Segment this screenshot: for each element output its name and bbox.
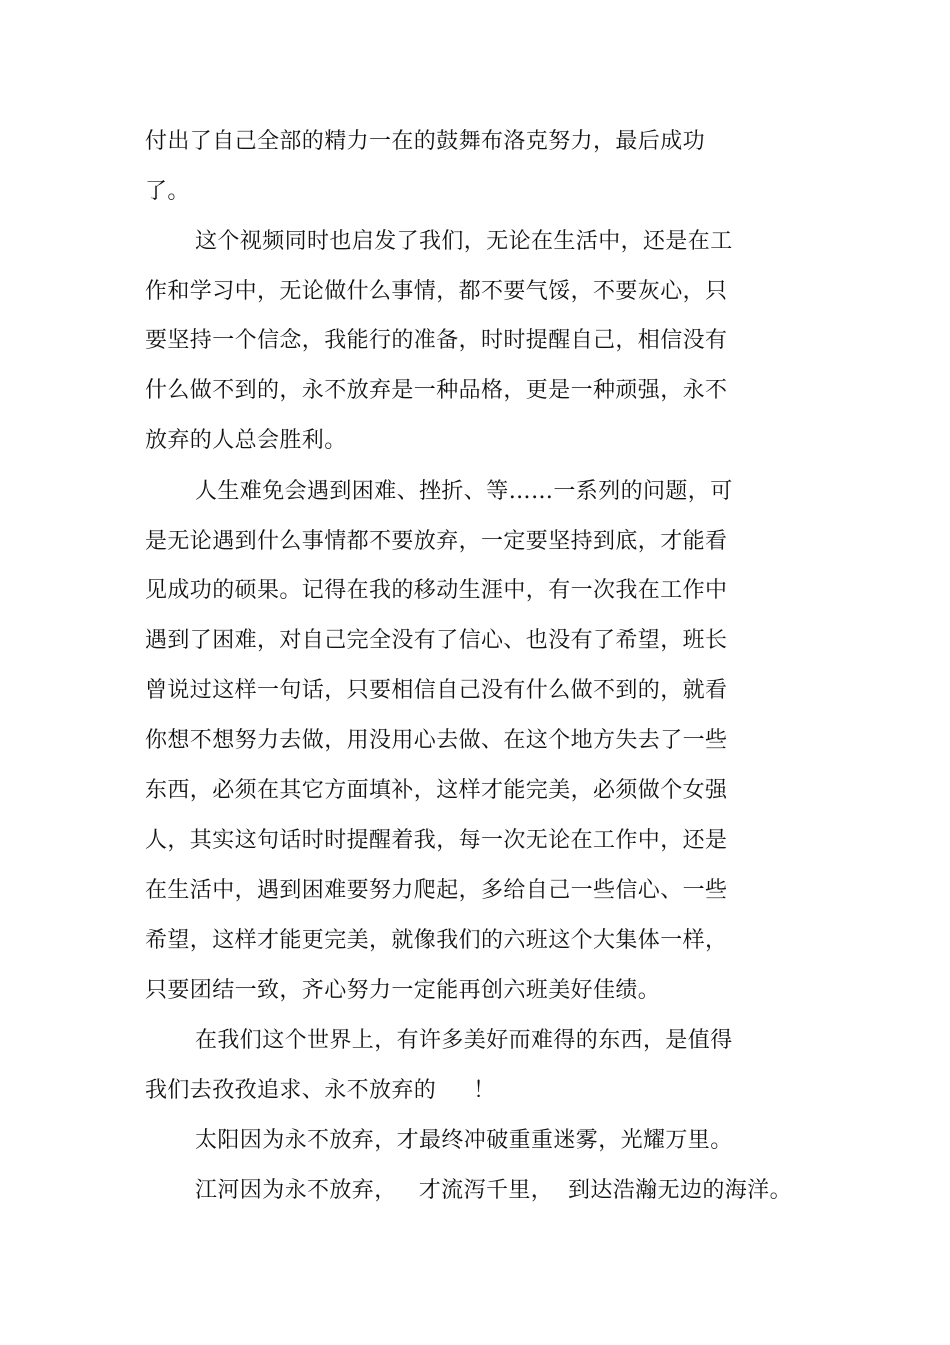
paragraph-start-line: 人生难免会遇到困难、挫折、等……一系列的问题，可: [195, 479, 733, 504]
text-line-17: 希望，这样才能更完美，就像我们的六班这个大集体一样，: [145, 928, 728, 953]
text-line-7: 放弃的人总会胜利。: [145, 428, 347, 453]
paragraph-start-line: 在我们这个世界上，有许多美好而难得的东西，是值得: [195, 1028, 733, 1053]
text-line-11: 遇到了困难，对自己完全没有了信心、也没有了希望，班长: [145, 628, 728, 653]
text-line-13: 你想不想努力去做，用没用心去做、在这个地方失去了一些: [145, 728, 728, 753]
text-line-10: 见成功的硕果。记得在我的移动生涯中，有一次我在工作中: [145, 578, 728, 603]
text-line-12: 曾说过这样一句话，只要相信自己没有什么做不到的，就看: [145, 678, 728, 703]
text-line-18: 只要团结一致，齐心努力一定能再创六班美好佳绩。: [145, 978, 661, 1003]
text-line-6: 什么做不到的，永不放弃是一种品格，更是一种顽强，永不: [145, 378, 728, 403]
text-line-15: 人，其实这句话时时提醒着我，每一次无论在工作中，还是: [145, 828, 728, 853]
text-line-1: 付出了自己全部的精力一在的鼓舞布洛克努力，最后成功: [145, 129, 706, 154]
paragraph-start-line: 江河因为永不放弃， 才流泻千里， 到达浩瀚无边的海洋。: [195, 1178, 792, 1203]
text-line-4: 作和学习中，无论做什么事情，都不要气馁，不要灰心，只: [145, 279, 728, 304]
text-line-2: 了。: [145, 179, 190, 204]
paragraph-start-line: 太阳因为永不放弃，才最终冲破重重迷雾，光耀万里。: [195, 1128, 733, 1153]
text-line-14: 东西，必须在其它方面填补，这样才能完美，必须做个女强: [145, 778, 728, 803]
text-line-5: 要坚持一个信念，我能行的准备，时时提醒自己，相信没有: [145, 328, 728, 353]
paragraph-start-line: 这个视频同时也启发了我们，无论在生活中，还是在工: [195, 229, 733, 254]
text-line-9: 是无论遇到什么事情都不要放弃，一定要坚持到底，才能看: [145, 529, 728, 554]
text-line-16: 在生活中，遇到困难要努力爬起，多给自己一些信心、一些: [145, 878, 728, 903]
text-line-20: 我们去孜孜追求、永不放弃的 ！: [145, 1078, 496, 1103]
